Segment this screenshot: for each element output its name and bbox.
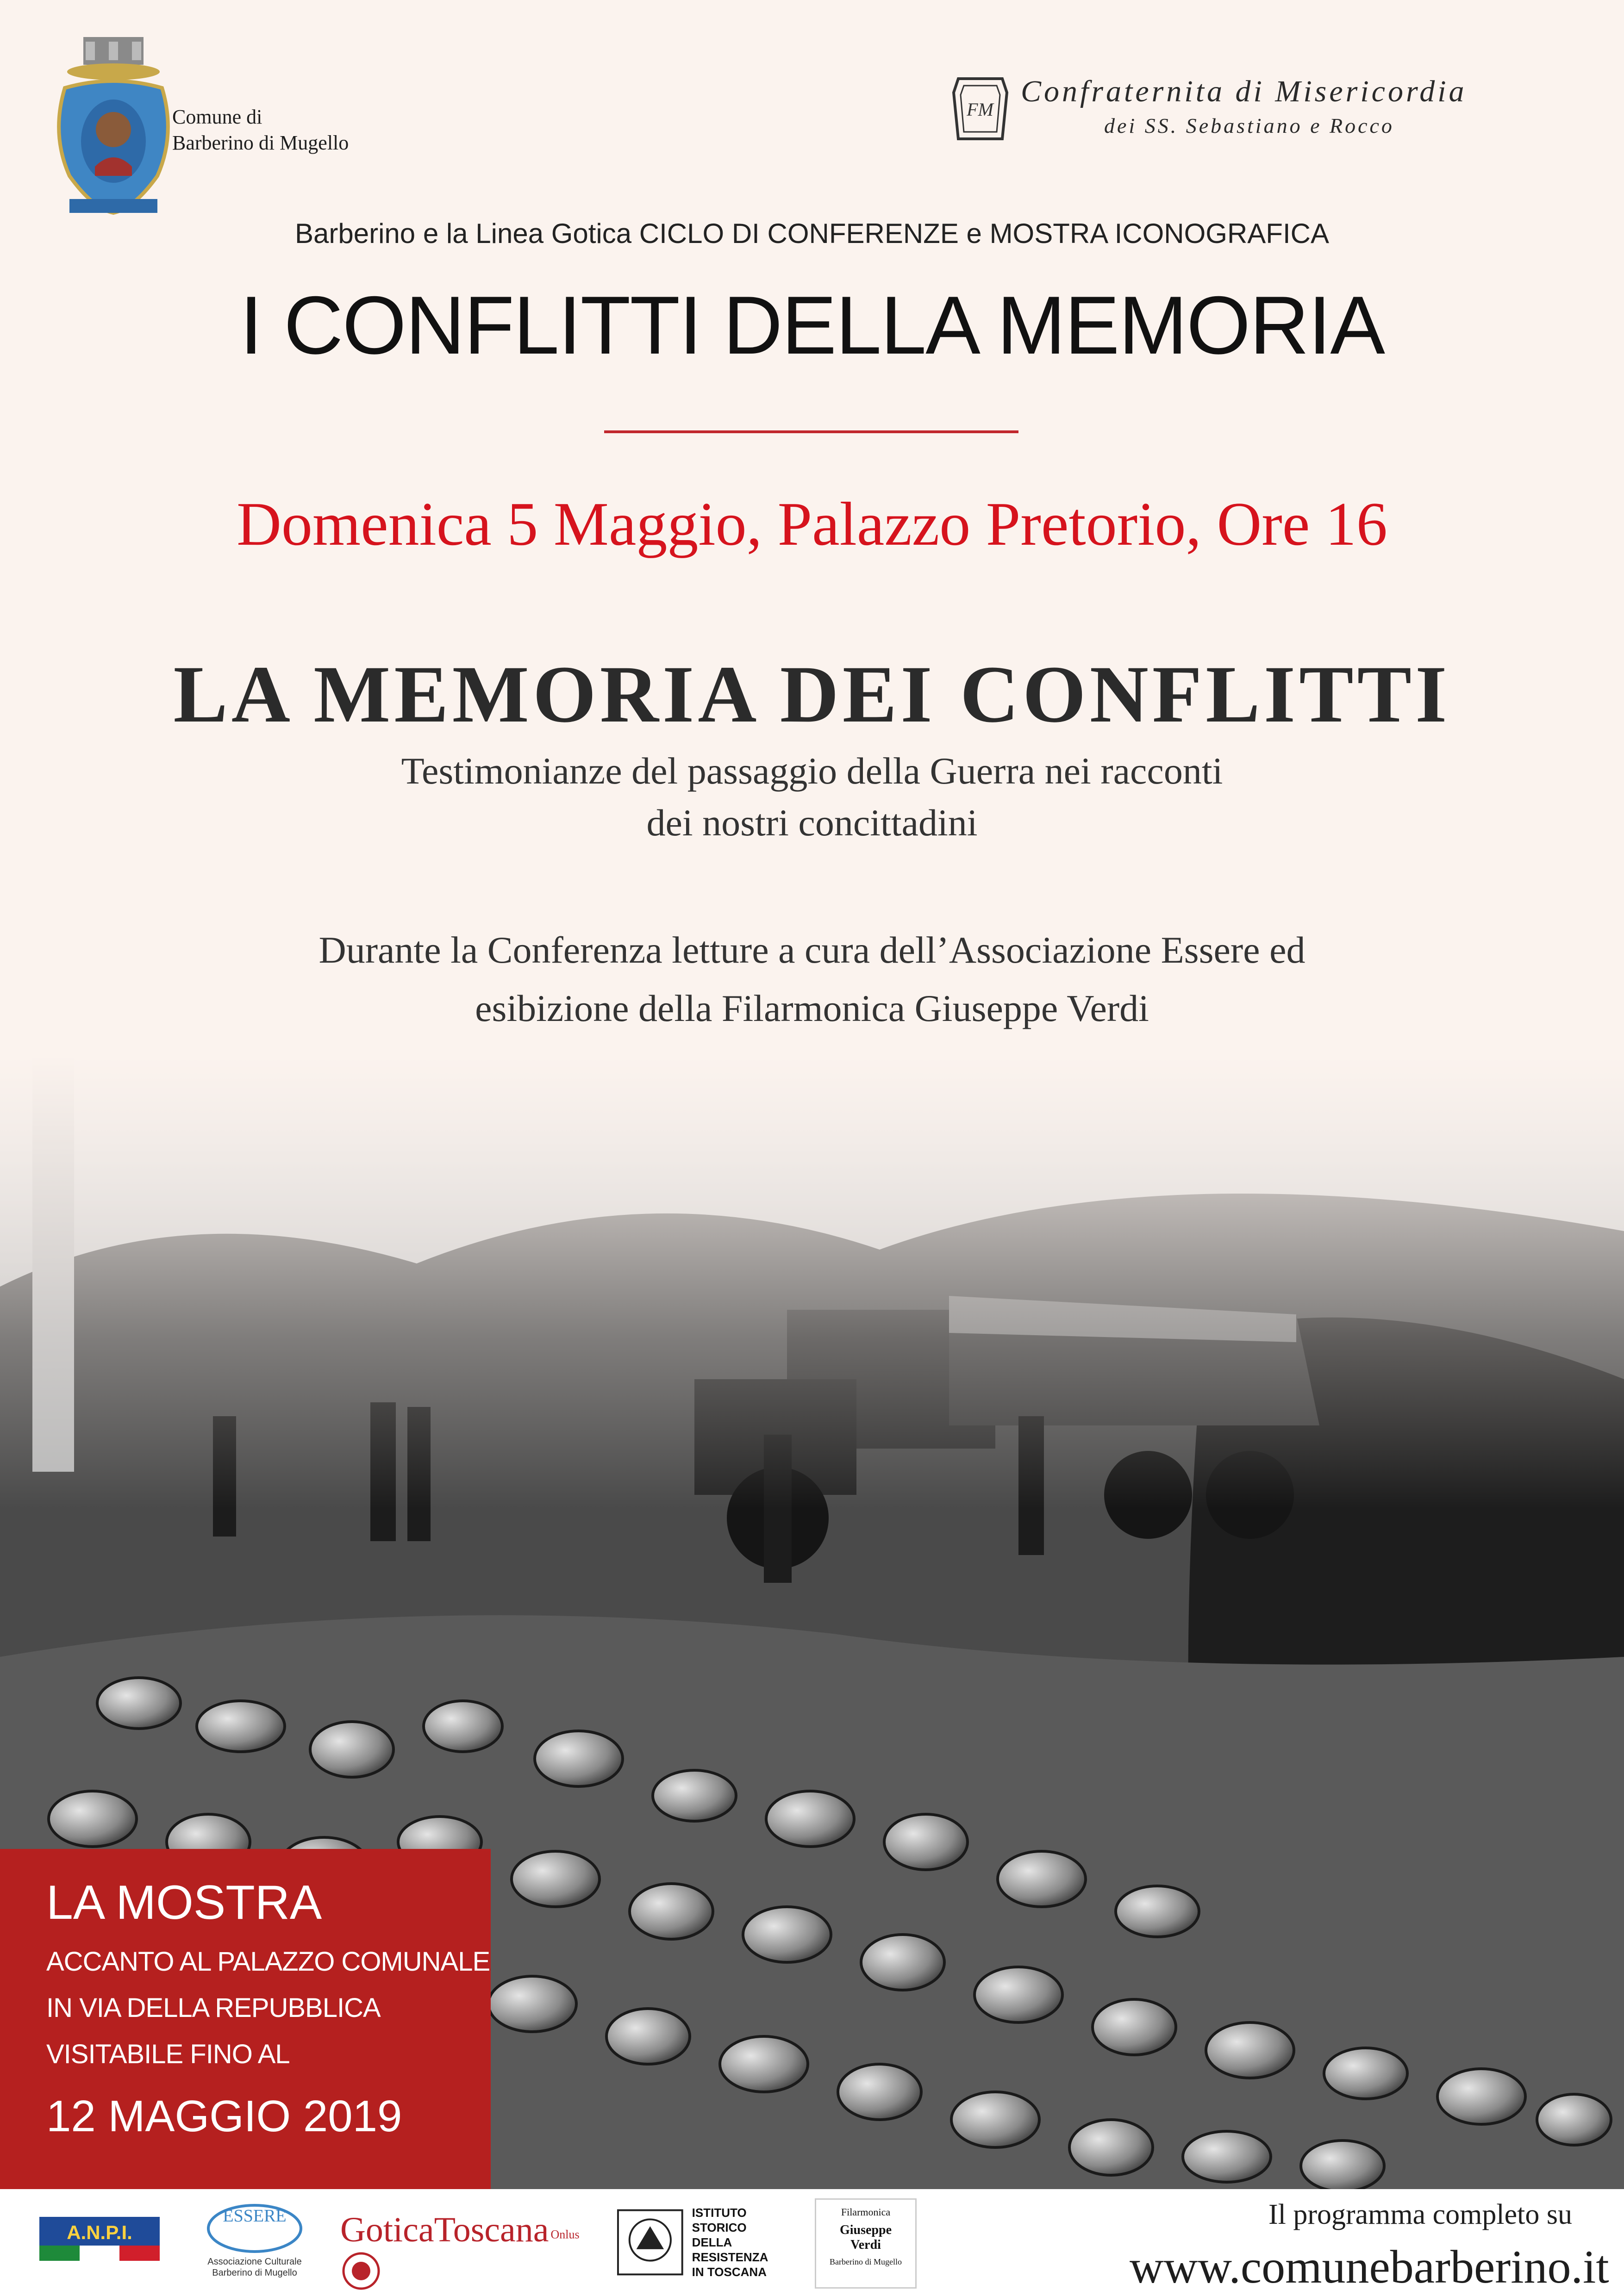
essere-line-1: Associazione Culturale	[207, 2257, 302, 2267]
conference-subtitle-line-1: Testimonianze del passaggio della Guerra nei racconti	[401, 750, 1223, 792]
mostra-title: LA MOSTRA	[46, 1876, 322, 1929]
isrt-emblem	[616, 2208, 685, 2277]
cycle-subtitle: Barberino e la Linea Gotica CICLO DI CONFERENZE e MOSTRA ICONOGRAFICA	[295, 218, 1329, 249]
anpi-logo	[39, 2217, 160, 2261]
gotica-toscana-logo	[340, 2210, 581, 2279]
conference-note-line-2: esibizione della Filarmonica Giuseppe Verdi	[475, 987, 1149, 1029]
misericordia-subtitle: dei SS. Sebastiano e Rocco	[1104, 114, 1394, 137]
svg-text:FM: FM	[967, 99, 993, 120]
isrt-logo	[616, 2203, 810, 2282]
essere-line-2: Barberino di Mugello	[212, 2268, 297, 2278]
title-divider	[604, 430, 1018, 433]
conference-subtitle	[0, 745, 1624, 849]
isrt-line-4: IN TOSCANA	[692, 2265, 767, 2279]
comune-name	[172, 104, 349, 156]
anpi-text: A.N.P.I.	[67, 2221, 132, 2243]
filarmonica-line-4: Barberino di Mugello	[830, 2257, 902, 2266]
mostra-line-1: ACCANTO AL PALAZZO COMUNALE	[46, 1947, 490, 1977]
conference-title: LA MEMORIA DEI CONFLITTI	[173, 649, 1451, 740]
comune-crest-logo	[51, 37, 176, 222]
isrt-line-3: DELLA RESISTENZA	[692, 2235, 768, 2264]
program-text: Il programma completo su	[1268, 2199, 1572, 2230]
main-title: I CONFLITTI DELLA MEMORIA	[239, 279, 1385, 371]
isrt-line-2: STORICO	[692, 2221, 747, 2234]
conference-note-line-1: Durante la Conferenza letture a cura dell’Associazione Essere ed	[319, 929, 1305, 971]
filarmonica-line-1: Filarmonica	[841, 2206, 891, 2218]
gotica-name: GoticaToscana	[340, 2210, 549, 2249]
filarmonica-logo	[815, 2198, 917, 2289]
comune-line-1: Comune di	[172, 106, 262, 128]
misericordia-emblem	[949, 74, 1012, 143]
gotica-tag: Onlus	[550, 2228, 580, 2241]
isrt-line-1: ISTITUTO	[692, 2206, 747, 2220]
program-url[interactable]: www.comunebarberino.it	[1130, 2241, 1609, 2293]
event-date-location: Domenica 5 Maggio, Palazzo Pretorio, Ore 16	[237, 490, 1387, 558]
essere-mark	[199, 2198, 310, 2254]
essere-logo	[199, 2198, 310, 2289]
mostra-date: 12 MAGGIO 2019	[46, 2091, 402, 2141]
essere-name: ESSERE	[223, 2206, 287, 2226]
misericordia-title: Confraternita di Misericordia	[1021, 75, 1467, 108]
conference-subtitle-line-2: dei nostri concittadini	[646, 802, 978, 844]
filarmonica-line-3: Verdi	[850, 2238, 881, 2252]
conference-note	[0, 921, 1624, 1038]
mostra-line-3: VISITABILE FINO AL	[46, 2039, 290, 2069]
mostra-line-2: IN VIA DELLA REPUBBLICA	[46, 1993, 381, 2023]
comune-line-2: Barberino di Mugello	[172, 131, 349, 154]
gotica-seal-icon	[340, 2250, 382, 2292]
filarmonica-line-2: Giuseppe	[839, 2223, 892, 2237]
